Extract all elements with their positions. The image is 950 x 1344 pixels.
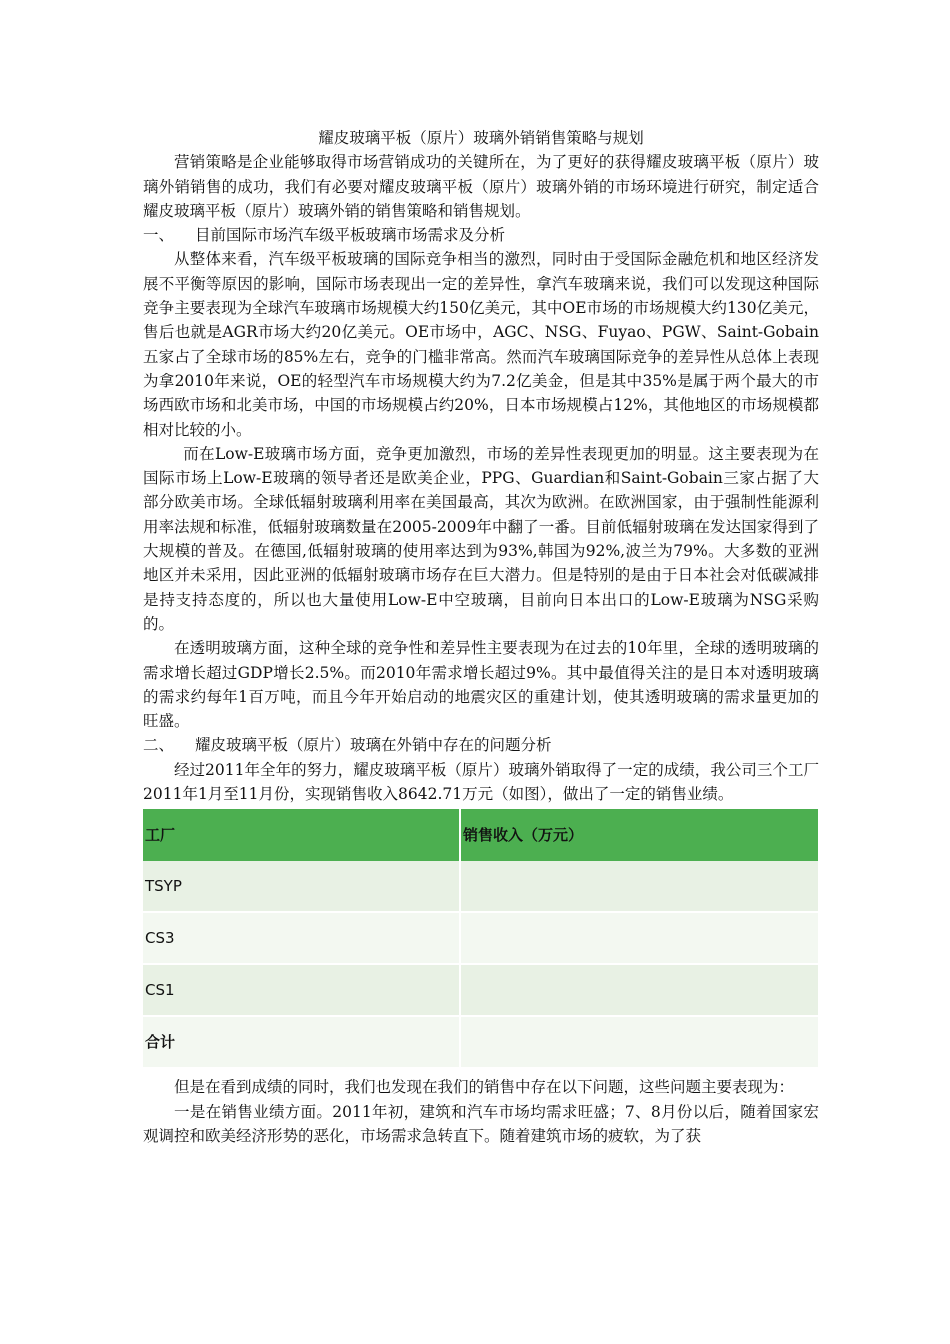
table-row <box>143 912 819 964</box>
table-row <box>143 964 819 1016</box>
section2-paragraph-1: 经过2011年全年的努力，耀皮玻璃平板（原片）玻璃外销取得了一定的成绩，我公司三个工厂2011年1月至11月份，实现销售收入8642.71万元（如图），做出了一定的销售业绩。 <box>143 760 819 804</box>
table-cell-revenue <box>460 964 819 1016</box>
section-title-2: 耀皮玻璃平板（原片）玻璃在外销中存在的问题分析 <box>195 736 552 755</box>
table-cell-revenue <box>460 912 819 964</box>
section-heading-2 <box>143 733 819 757</box>
section2-paragraph-2: 但是在看到成绩的同时，我们也发现在我们的销售中存在以下问题，这些问题主要表现为： <box>174 1078 795 1097</box>
table-cell-factory: CS3 <box>143 912 460 964</box>
section2-paragraph-3: 一是在销售业绩方面。2011年初，建筑和汽车市场均需求旺盛；7、8月份以后，随着国家宏观调控和欧美经济形势的恶化，市场需求急转直下。随着建筑市场的疲软，为了获 <box>143 1102 819 1145</box>
document-title: 耀皮玻璃平板（原片）玻璃外销销售策略与规划 <box>318 129 644 147</box>
intro-paragraph: 营销策略是企业能够取得市场营销成功的关键所在，为了更好的获得耀皮玻璃平板（原片）玻璃外销销售的成功，我们有必要对耀皮玻璃平板（原片）玻璃外销的市场环境进行研究，制定适合耀皮玻璃平板（原片）玻璃外销的销售策略和销售规划。 <box>143 153 819 220</box>
section-title-1: 目前国际市场汽车级平板玻璃市场需求及分析 <box>195 226 506 245</box>
table-cell-revenue <box>460 861 819 912</box>
section-number-1: 一、 <box>143 226 175 245</box>
table-row-total <box>143 1016 819 1068</box>
table-cell-total-revenue <box>460 1016 819 1068</box>
table-header-row <box>143 809 819 861</box>
section1-paragraph-3: 在透明玻璃方面，这种全球的竞争性和差异性主要表现为在过去的10年里，全球的透明玻璃的需求增长超过GDP增长2.5%。而2010年需求增长超过9%。其中最值得关注的是日本对透明玻璃的需求约每年1百万吨，而且今年开始启动的地震灾区的重建计划，使其透明玻璃的需求量更加的旺盛。 <box>143 639 819 731</box>
table-row <box>143 861 819 912</box>
table-header-revenue: 销售收入（万元） <box>460 809 819 861</box>
section1-paragraph-2: 而在Low-E玻璃市场方面，竞争更加激烈，市场的差异性表现更加的明显。这主要表现为在国际市场上Low-E玻璃的领导者还是欧美企业，PPG、Guardian和Saint-Gobain三家占据了大部分欧美市场。全球低辐射玻璃利用率在美国最高，其次为欧洲。在欧洲国家，由于强制性能源利用率法规和标准，低辐射玻璃数量在2005-2009年中翻了一番。目前低辐射玻璃在发达国家得到了大规模的普及。在德国,低辐射玻璃的使用率达到为93%,韩国为92%,波兰为79%。大多数的亚洲地区并未采用，因此亚洲的低辐射玻璃市场存在巨大潜力。但是特别的是由于日本社会对低碳减排是持支持态度的，所以也大量使用Low-E中空玻璃，目前向日本出口的Low-E玻璃为NSG采购的。 <box>143 444 819 633</box>
table-cell-factory: CS1 <box>143 964 460 1016</box>
table-header-factory: 工厂 <box>143 809 460 861</box>
section-number-2: 二、 <box>143 736 175 755</box>
document-body <box>143 126 819 1148</box>
section1-paragraph-1: 从整体来看，汽车级平板玻璃的国际竞争相当的激烈，同时由于受国际金融危机和地区经济发展不平衡等原因的影响，国际市场表现出一定的差异性，拿汽车玻璃来说，我们可以发现这种国际竞争主要表现为全球汽车玻璃市场规模大约150亿美元，其中OE市场的市场规模大约130亿美元，售后也就是AGR市场大约20亿美元。OE市场中，AGC、NSG、Fuyao、PGW、Saint-Gobain五家占了全球市场的85%左右，竞争的门槛非常高。然而汽车玻璃国际竞争的差异性从总体上表现为拿2010年来说，OE的轻型汽车市场规模大约为7.2亿美金，但是其中35%是属于两个最大的市场西欧市场和北美市场，中国的市场规模占约20%，日本市场规模占12%，其他地区的市场规模都相对比较的小。 <box>143 250 819 439</box>
sales-table <box>143 809 820 1069</box>
table-cell-factory: TSYP <box>143 861 460 912</box>
section-heading-1 <box>143 223 819 247</box>
table-cell-total-label: 合计 <box>143 1016 460 1068</box>
